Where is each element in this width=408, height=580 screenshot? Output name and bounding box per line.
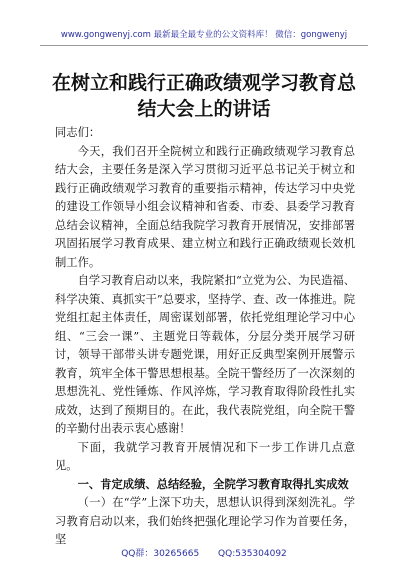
paragraph-opening: 今天，我们召开全院树立和践行正确政绩观学习教育总结大会，主要任务是深入学习贯彻习近平总书记关于树立和践行正确政绩观学习教育的重要指示精神，传达学习中央党的建设工作领导小组会议精神和省委、市委、县委学习教育总结会议精神，全面总结我院学习教育开展情况，安排部署巩固拓展学习教育成果、建立树立和践行正确政绩观长效机制工作。 <box>55 144 355 269</box>
wechat-id: 微信：gongwenyj <box>275 30 348 40</box>
qq-group: QQ群：30265665 <box>121 549 200 559</box>
salutation: 同志们： <box>55 126 101 139</box>
section-heading-1: 一、肯定成绩、总结经验，全院学习教育取得扎实成效 <box>77 477 349 491</box>
page-header <box>0 28 408 40</box>
site-slogan: 最新最全最专业的公文资料库！ <box>153 30 273 40</box>
qq-contact: QQ:535304092 <box>218 549 287 559</box>
paragraph-section-1-1: （一）在“学”上深下功夫，思想认识得到深刻洗礼。学习教育启动以来，我们始终把强化理论学习作为首要任务，坚 <box>55 496 355 546</box>
header-divider <box>40 45 368 46</box>
paragraph-transition: 下面，我就学习教育开展情况和下一步工作讲几点意见。 <box>55 440 355 472</box>
paragraph-progress: 自学习教育启动以来，我院紧扣“立党为公、为民造福、科学决策、真抓实干”总要求，坚持学、查、改一体推进。院党组扛起主体责任，周密谋划部署，依托党组理论学习中心组、“三会一课”、主题党日等载体，分层分类开展学习研讨，领导干部带头讲专题党课，用好正反典型案例开展警示教育，筑牢全体干警思想根基。全院干警经历了一次深刻的思想洗礼、党性锤炼、作风淬炼，学习教育取得阶段性扎实成效，达到了预期目的。在此，我代表院党组，向全院干警的辛勤付出表示衷心感谢！ <box>55 274 355 435</box>
site-url[interactable]: www.gongwenyj.com <box>60 30 151 40</box>
document-body <box>55 124 355 550</box>
page-footer <box>0 546 408 559</box>
document-title: 在树立和践行正确政绩观学习教育总结大会上的讲话 <box>52 72 357 120</box>
